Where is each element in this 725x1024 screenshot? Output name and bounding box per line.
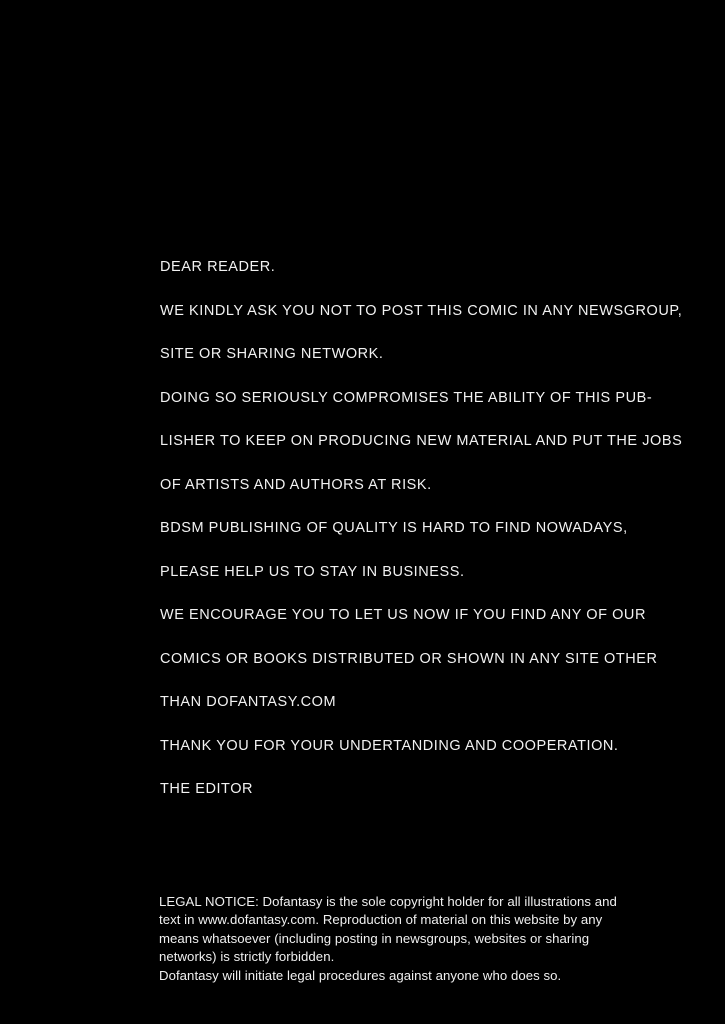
notice-line: DOING SO SERIOUSLY COMPROMISES THE ABILITY OF THIS PUB- <box>160 389 653 406</box>
notice-line: DEAR READER. <box>160 259 276 275</box>
legal-line: means whatsoever (including posting in newsgroups, websites or sharing <box>159 930 590 946</box>
notice-signature: THE EDITOR <box>160 781 254 797</box>
legal-notice <box>159 893 679 985</box>
reader-notice <box>160 246 700 812</box>
notice-line: LISHER TO KEEP ON PRODUCING NEW MATERIAL AND PUT THE JOBS <box>160 433 683 449</box>
notice-line: OF ARTISTS AND AUTHORS AT RISK. <box>160 476 432 493</box>
notice-line: THANK YOU FOR YOUR UNDERTANDING AND COOPERATION. <box>160 737 619 754</box>
legal-line: LEGAL NOTICE: Dofantasy is the sole copyright holder for all illustrations and <box>159 894 617 909</box>
notice-line: PLEASE HELP US TO STAY IN BUSINESS. <box>160 563 465 580</box>
legal-line: text in www.dofantasy.com. Reproduction of material on this website by any <box>159 912 603 928</box>
notice-line: COMICS OR BOOKS DISTRIBUTED OR SHOWN IN ANY SITE OTHER <box>160 650 658 667</box>
notice-line: WE KINDLY ASK YOU NOT TO POST THIS COMIC IN ANY NEWSGROUP, <box>160 302 683 319</box>
notice-line: THAN DOFANTASY.COM <box>160 694 337 710</box>
legal-line: Dofantasy will initiate legal procedures against anyone who does so. <box>159 967 562 983</box>
notice-line: BDSM PUBLISHING OF QUALITY IS HARD TO FIND NOWADAYS, <box>160 520 628 536</box>
legal-line: networks) is strictly forbidden. <box>159 949 335 965</box>
notice-line: SITE OR SHARING NETWORK. <box>160 346 384 362</box>
notice-line: WE ENCOURAGE YOU TO LET US NOW IF YOU FIND ANY OF OUR <box>160 607 646 623</box>
